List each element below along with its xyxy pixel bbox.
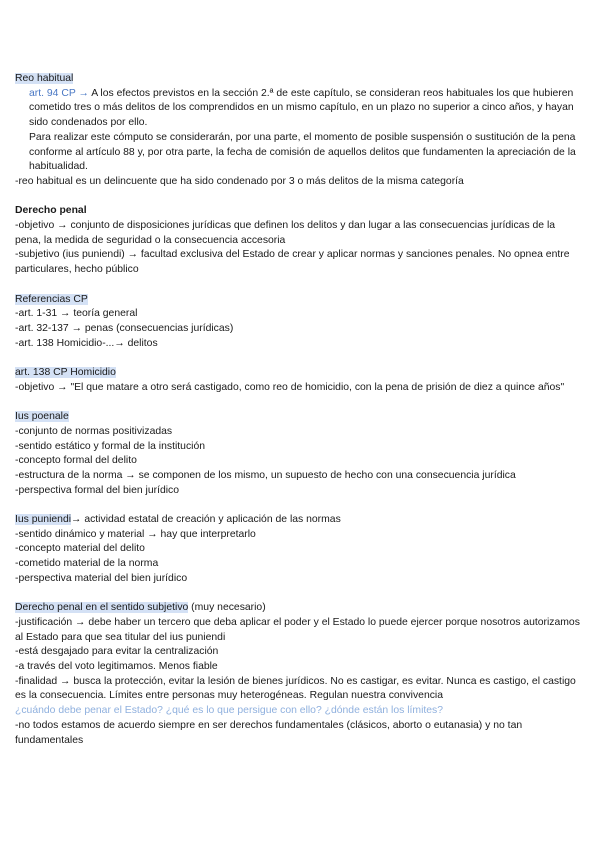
- homicidio-objetivo: -objetivo → "El que matare a otro será castigado, como reo de homicidio, con la pena de prisión de diez a quince años": [15, 381, 565, 393]
- art-94-paragraph: [15, 87, 581, 131]
- derecho-penal-objetivo: -objetivo → conjunto de disposiciones jurídicas que definen los delitos y dan lugar a las consecuencias jurídicas de la pena, la medida de seguridad o la consecuencia accesoria: [15, 220, 556, 246]
- section-heading-derecho-penal: Derecho penal: [15, 205, 87, 217]
- section-heading-ius-puniendi: Ius puniendi: [15, 514, 72, 526]
- section-heading-reo-habitual: Reo habitual: [15, 73, 74, 84]
- ius-poenale-item: -concepto formal del delito: [15, 455, 137, 467]
- ius-puniendi-item: -perspectiva material del bien jurídico: [15, 572, 188, 584]
- referencia-item: -art. 138 Homicidio-...→ delitos: [15, 337, 158, 349]
- section-heading-note: (muy necesario): [188, 602, 266, 614]
- art-94-reference: art. 94 CP →: [29, 87, 89, 99]
- subjetivo-item: -está desgajado para evitar la centralización: [15, 646, 219, 658]
- subjetivo-item: -justificación → debe haber un tercero que deba aplicar el poder y el Estado lo puede ejercer porque nosotros autorizamos al Estado para que sea titular del ius puniendi: [15, 616, 580, 643]
- section-heading-referencias-cp: Referencias CP: [15, 293, 88, 305]
- ius-poenale-item: -perspectiva formal del bien jurídico: [15, 484, 180, 496]
- referencia-item: -art. 32-137 → penas (consecuencias jurídicas): [15, 322, 234, 334]
- subjetivo-item: -a través del voto legitimamos. Menos fiable: [15, 661, 218, 673]
- ius-poenale-item: -conjunto de normas positivizadas: [15, 425, 173, 437]
- art-94-text: A los efectos previstos en la sección 2.ª de este capítulo, se consideran reos habituales los que hubieren cometido tres o más delitos de los comprendidos en un mismo capítulo, en un plazo no superior a cinco años, y hayan sido condenados por ello.: [29, 87, 574, 129]
- subjetivo-questions: ¿cuándo debe penar el Estado? ¿qué es lo que persigue con ello? ¿dónde están los límites?: [15, 705, 444, 717]
- derecho-penal-subjetivo: -subjetivo (ius puniendi) → facultad exclusiva del Estado de crear y aplicar normas y sanciones penales. No opnea entre particulares, hecho público: [15, 249, 570, 276]
- computo-paragraph: Para realizar este cómputo se considerarán, por una parte, el momento de posible suspensión o sustitución de la pena conforme al artículo 88 y, por otra parte, la fecha de comisión de aquellos delitos que fundamenten la apreciación de la habitualidad.: [29, 131, 576, 173]
- ius-puniendi-item: -cometido material de la norma: [15, 558, 159, 570]
- section-heading-art-138: art. 138 CP Homicidio: [15, 367, 116, 379]
- ius-poenale-item: -sentido estático y formal de la institución: [15, 440, 206, 452]
- ius-poenale-item: -estructura de la norma → se componen de los mismo, un supuesto de hecho con una consecuencia jurídica: [15, 469, 516, 481]
- section-heading-ius-poenale: Ius poenale: [15, 411, 69, 423]
- referencia-item: -art. 1-31 → teoría general: [15, 308, 138, 320]
- subjetivo-item: -finalidad → busca la protección, evitar la lesión de bienes jurídicos. No es castigar, es evitar. Nunca es castigo, el castigo es la consecuencia. Límites entre personas muy heterogéneas. Regulan nuestra convivencia: [15, 675, 576, 702]
- ius-puniendi-item: -sentido dinámico y material → hay que interpretarlo: [15, 528, 256, 540]
- section-heading-derecho-penal-subjetivo: Derecho penal en el sentido subjetivo: [15, 602, 189, 614]
- document-page: [15, 72, 581, 748]
- reo-habitual-note: -reo habitual es un delincuente que ha sido condenado por 3 o más delitos de la misma categoría: [15, 175, 464, 187]
- ius-puniendi-definition: → actividad estatal de creación y aplicación de las normas: [71, 514, 341, 526]
- ius-puniendi-item: -concepto material del delito: [15, 543, 145, 555]
- subjetivo-item: -no todos estamos de acuerdo siempre en ser derechos fundamentales (clásicos, aborto o eutanasia) y no tan fundamentales: [15, 719, 523, 746]
